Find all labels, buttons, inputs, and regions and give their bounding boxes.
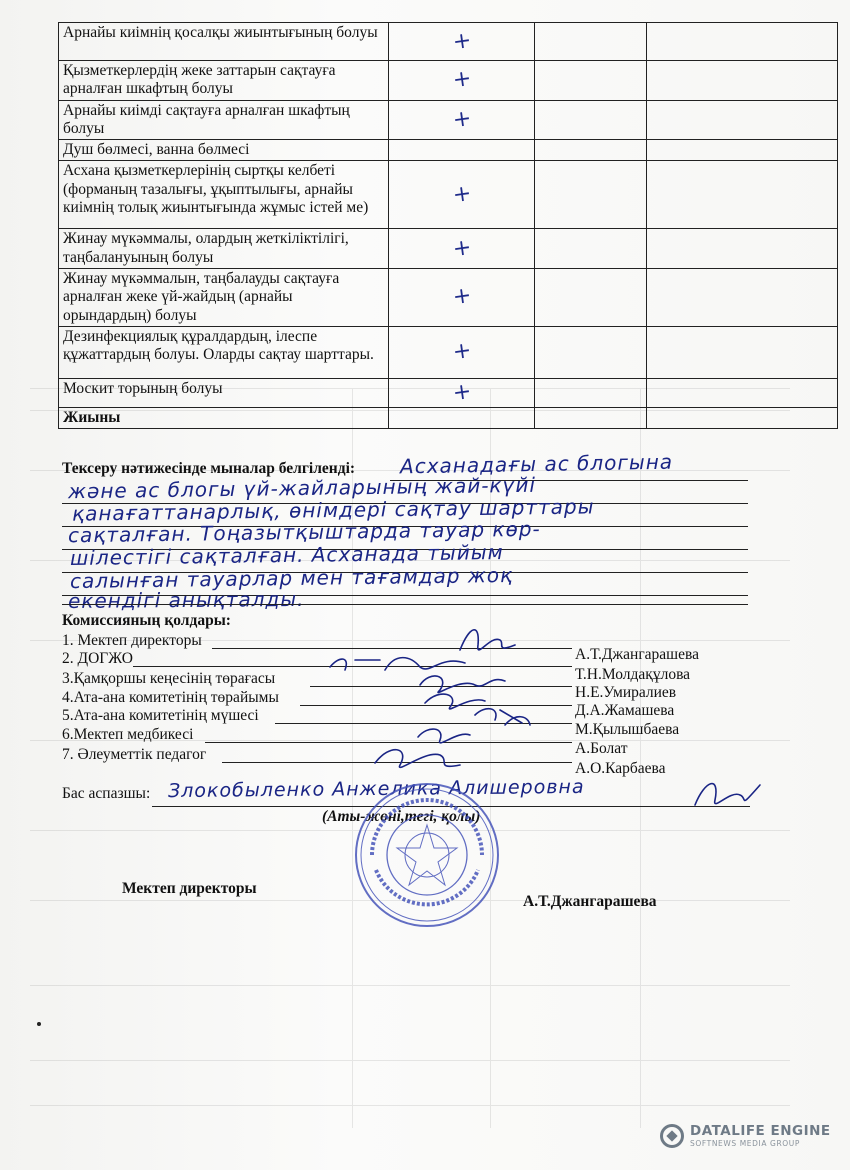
commission-role: 2. ДОГЖО <box>62 650 133 667</box>
criterion-mark-cell <box>389 378 535 407</box>
empty-cell <box>647 161 838 229</box>
signature-nurse <box>418 729 470 743</box>
empty-cell <box>647 61 838 101</box>
signature-social-pedagogue <box>375 750 460 768</box>
empty-cell <box>535 326 647 378</box>
criterion-mark-cell <box>389 23 535 61</box>
signature-parent-member <box>475 709 530 725</box>
empty-cell <box>647 100 838 140</box>
commission-signatures <box>300 615 590 785</box>
checklist-row <box>59 23 838 61</box>
empty-cell <box>647 140 838 161</box>
commission-member-name: Т.Н.Молдақұлова <box>575 666 691 683</box>
inspection-line: сақталған. Тоңазытқыштарда тауар көр- <box>67 516 541 548</box>
criterion-mark-cell <box>389 61 535 101</box>
signature-parent-chair <box>425 694 485 709</box>
criterion-label: Москит торының болуы <box>59 378 389 407</box>
empty-cell <box>535 61 647 101</box>
inspection-line: шілестігі сақталған. Асханада тыйым <box>69 539 504 571</box>
inspection-heading: Тексеру нәтижесінде мыналар белгіленді: <box>62 460 356 477</box>
empty-cell <box>647 23 838 61</box>
inspection-line: және ас блогы үй-жайларының жай-күйі <box>67 472 537 504</box>
criterion-label: Арнайы киімнің қосалқы жиынтығының болуы <box>59 23 389 61</box>
criterion-mark-cell <box>389 161 535 229</box>
criterion-mark-cell <box>389 140 535 161</box>
commission-role: 6.Мектеп медбикесі <box>62 726 194 743</box>
signature-dogzho <box>330 658 465 670</box>
plus-mark: + <box>450 283 473 311</box>
criterion-mark-cell <box>389 229 535 269</box>
plus-mark: + <box>450 180 473 209</box>
official-stamp <box>352 780 502 930</box>
head-cook-caption: (Аты-жөні,тегі, қолы) <box>322 808 481 825</box>
speck <box>37 1022 41 1026</box>
plus-mark: + <box>450 27 473 55</box>
empty-cell <box>647 229 838 269</box>
checklist-row <box>59 407 838 428</box>
checklist-row <box>59 229 838 269</box>
criterion-mark-cell <box>389 407 535 428</box>
empty-cell <box>535 23 647 61</box>
checklist-table <box>58 22 838 429</box>
criterion-label: Қызметкерлердің жеке заттарын сақтауға арналған шкафтың болуы <box>59 61 389 101</box>
plus-mark: + <box>450 66 473 94</box>
head-cook-signature <box>690 770 770 815</box>
checklist-row <box>59 61 838 101</box>
director-label: Мектеп директоры <box>122 880 257 897</box>
empty-cell <box>647 378 838 407</box>
empty-cell <box>535 268 647 326</box>
commission-member-name: А.Т.Джангарашева <box>575 646 699 663</box>
commission-role: 4.Ата-ана комитетінің төрайымы <box>62 689 279 706</box>
watermark-logo <box>660 1124 831 1148</box>
checklist-row <box>59 326 838 378</box>
empty-cell <box>647 326 838 378</box>
watermark-sub: SOFTNEWS MEDIA GROUP <box>690 1139 800 1148</box>
head-cook-label: Бас аспазшы: <box>62 785 151 802</box>
commission-role: 1. Мектеп директоры <box>62 632 202 649</box>
empty-cell <box>535 378 647 407</box>
criterion-label: Дезинфекциялық құралдардың, ілеспе құжаттардың болуы. Оларды сақтау шарттары. <box>59 326 389 378</box>
criterion-label: Жинау мүкәммалы, олардың жеткіліктілігі, таңбалануының болуы <box>59 229 389 269</box>
commission-heading: Комиссияның қолдары: <box>62 612 231 629</box>
plus-mark: + <box>450 378 473 406</box>
criterion-label: Жинау мүкәммалын, таңбалауды сақтауға арналған жеке үй-жайдың (арнайы орындардың) болуы <box>59 268 389 326</box>
criterion-mark-cell <box>389 100 535 140</box>
director-name: А.Т.Джангарашева <box>523 893 657 910</box>
signature-director <box>460 630 515 650</box>
empty-cell <box>535 100 647 140</box>
logo-icon <box>660 1124 684 1148</box>
inspection-line: Асханадағы ас блогына <box>399 449 674 479</box>
commission-role: 7. Әлеуметтік педагог <box>62 746 207 763</box>
signature-trustees <box>420 676 505 693</box>
commission-role: 5.Ата-ана комитетінің мүшесі <box>62 707 259 724</box>
criterion-label: Арнайы киімді сақтауға арналған шкафтың болуы <box>59 100 389 140</box>
criterion-mark-cell <box>389 268 535 326</box>
criterion-label: Асхана қызметкерлерінің сыртқы келбеті (форманың тазалығы, ұқыптылығы, арнайы киімнің толық жиынтығында жұмыс істей ме) <box>59 161 389 229</box>
checklist-row <box>59 378 838 407</box>
commission-member-name: Н.Е.Умиралиев <box>575 684 677 701</box>
commission-member-name: Д.А.Жамашева <box>575 702 675 719</box>
plus-mark: + <box>450 338 473 366</box>
commission-member-name: М.Қылышбаева <box>575 721 680 738</box>
criterion-label: Жиыны <box>59 407 389 428</box>
empty-cell <box>535 407 647 428</box>
empty-cell <box>647 268 838 326</box>
empty-cell <box>535 161 647 229</box>
commission-member-name: А.О.Карбаева <box>575 760 666 777</box>
commission-role: 3.Қамқоршы кеңесінің төрағасы <box>62 670 276 687</box>
empty-cell <box>535 229 647 269</box>
criterion-mark-cell <box>389 326 535 378</box>
inspection-line: қанағаттанарлық, өнімдері сақтау шарттары <box>71 494 595 526</box>
empty-cell <box>647 407 838 428</box>
inspection-line: салынған тауарлар мен тағамдар жоқ <box>69 562 514 594</box>
commission-member-name: А.Болат <box>575 740 628 757</box>
plus-mark: + <box>450 105 473 134</box>
checklist-row <box>59 268 838 326</box>
rule <box>62 604 748 605</box>
checklist-row <box>59 140 838 161</box>
head-cook-name: Злокобыленко Анжелика Алишеровна <box>167 775 585 803</box>
inspection-line: екендігі анықталды. <box>67 586 305 614</box>
empty-cell <box>535 140 647 161</box>
checklist-row <box>59 100 838 140</box>
watermark-brand: DATALIFE ENGINE <box>690 1122 831 1139</box>
criterion-label: Душ бөлмесі, ванна бөлмесі <box>59 140 389 161</box>
plus-mark: + <box>450 234 473 262</box>
checklist-row <box>59 161 838 229</box>
